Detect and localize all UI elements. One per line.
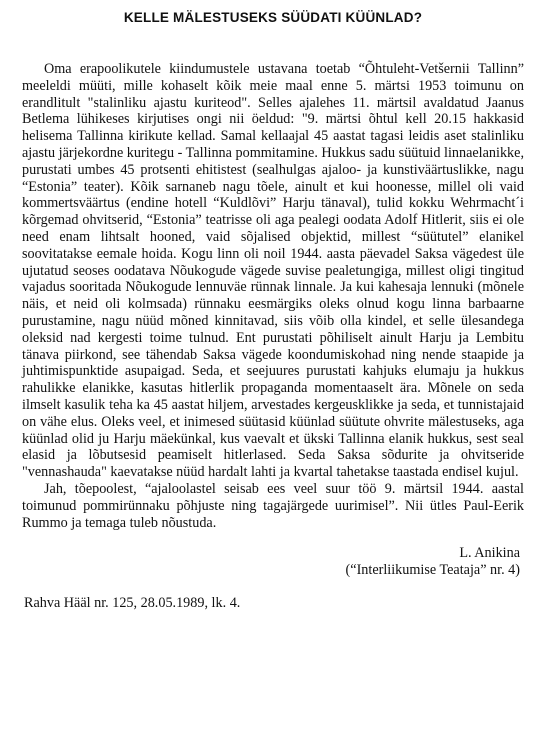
article-title: KELLE MÄLESTUSEKS SÜÜDATI KÜÜNLAD? bbox=[123, 10, 423, 25]
signature-block bbox=[22, 545, 520, 579]
paragraph-1: Oma erapoolikutele kiindumustele ustavana toetab “Õhtuleht-Vetšernii Tallinn” meeleldi müüti, mille kohaselt kõik meie maal enne 5. märtsi 1953 toimunu on erandlitult "stalinliku ajastu kuriteod". Selles ajalehes 11. märtsil avaldatud Jaanus Betlema lühikeses kirjutises ongi nii öeldud: "9. märtsi õhtul kell 20.15 hakkasid helisema Tallinna kirikute kellad. Samal kellaajal 45 aastat tagasi leidis aset stalinliku ajastu järjekordne kuritegu - Tallinna pommitamine. Hukkus sadu süütuid linnaelanikke, purustati umbes 45 protsenti ehitistest (sealhulgas ajaloo- ja kunstiväärtuslikke, nagu “Estonia” teater). Kõik sarnaneb nagu tõele, ainult et kui hoonesse, millel oli vaid kommertsväärtus (endine hotell “Kuldlõvi” Harju tänaval), tulid kokku Wehrmacht´i kõrgemad ohvitserid, “Estonia” teatrisse oli aga pealegi oodata Adolf Hitlerit, siis ei ole need enam lihtsalt hooned, vaid sõjalised objektid, millest “süütutel” elanikel soovitatakse eemale hoida. Kogu linn oli noil 1944. aasta päevadel Saksa vägedest üle ujutatud seoses oodatava Nõukogude vägede suvise pealetungiga, millest oligi tingitud vajadus sooritada Nõukogude lennuväe rünnak linnale. Ja kui kahesaja lennuki (mõnele näis, et neid oli kolmsada) rünnaku eesmärgiks oleks olnud kogu linna barbaarne purustamine, nagu nüüd mõned kinnitavad, siis võib olla kindel, et selle ülesandega oleksid nad kergesti toime tulnud. Ent purustati põhiliselt ainult Harju ja Lembitu tänava piirkond, see tähendab Saksa vägede koondumiskohad ning nende staapide ja juhtimispunktide asupaigad. Seda, et seejuures purustati kahjuks elumaju ja hukkus rahulikke elanikke, kasutas hitlerlik propaganda momentaaselt ära. Mõnele on seda ilmselt kasulik teha ka 45 aastat hiljem, arvestades kergeusklikke ja seda, et tunnistajaid on vähe elus. Oleks veel, et inimesed süütasid küünlad süütute ohvrite mälestuseks, aga küünlad olid ju Harju mäekünkal, kus vaevalt et ükski Tallinna elanik hukkus, sest seal elasid ja lõbutsesid peamiselt hitlerlased. Seda Saksa sõdurite ja ohvitseride "vennashauda" kaevatakse nüüd hardalt lahti ja kvartal tahetakse taastada endisel kujul. bbox=[22, 61, 524, 481]
publication-name: (“Interliikumise Teataja” nr. 4) bbox=[345, 562, 520, 579]
paragraph-2: Jah, tõepoolest, “ajaloolastel seisab ees veel suur töö 9. märtsil 1944. aastal toimunud pommirünnaku põhjuste ning tagajärgede uurimisel”. Nii ütles Paul-Eerik Rummo ja temaga tuleb nõustuda. bbox=[22, 480, 524, 531]
author-name: L. Anikina bbox=[459, 545, 520, 562]
source-citation: Rahva Hääl nr. 125, 28.05.1989, lk. 4. bbox=[24, 595, 241, 612]
